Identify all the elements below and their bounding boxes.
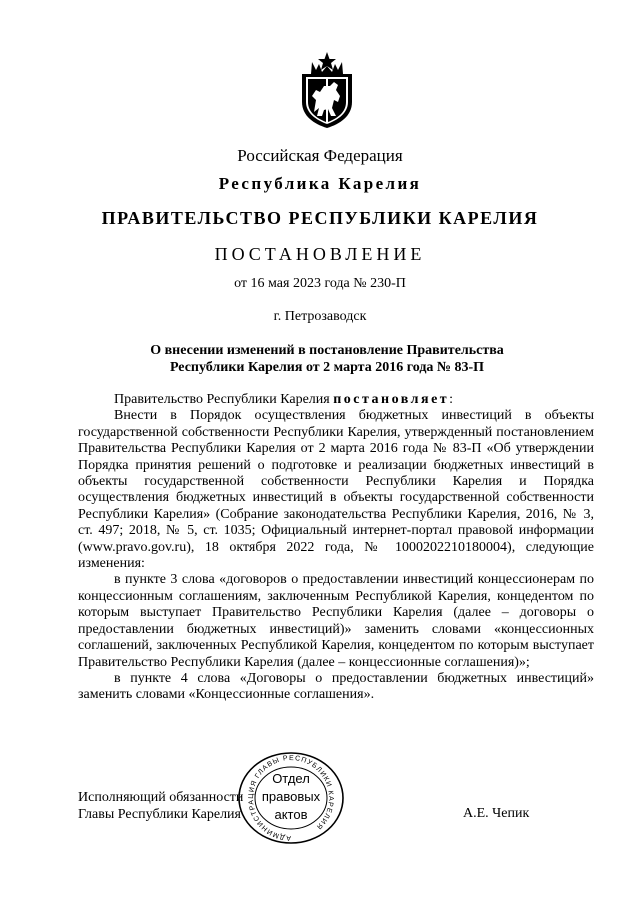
stamp-line3: актов — [274, 807, 308, 822]
signatory-position-line2: Главы Республики Карелия — [78, 807, 241, 822]
intro-paragraph — [78, 392, 594, 408]
document-body — [78, 392, 594, 704]
stamp-ring-text: АДМИНИСТРАЦИЯ ГЛАВЫ РЕСПУБЛИКИ КАРЕЛИЯ — [247, 754, 335, 842]
karelia-coat-of-arms-icon — [296, 52, 358, 128]
stamp-line1: Отдел — [272, 771, 310, 786]
signatory-position — [78, 789, 243, 823]
signatory-position-line1: Исполняющий обязанности — [78, 790, 244, 805]
body-paragraph-3: в пункте 4 слова «Договоры о предоставлении бюджетных инвестиций» заменить словами «Концессионные соглашения». — [78, 670, 594, 703]
country-name: Российская Федерация — [237, 146, 403, 165]
body-paragraph-1: Внести в Порядок осуществления бюджетных инвестиций в объекты государственной собственности Республики Карелия, утвержденный постановлением Правительства Республики Карелия от 2 марта 2016 года № 83-П «Об утверждении Порядка принятия решений о подготовке и реализации бюджетных инвестиций в объекты государственной собственности Республики Карелия и Порядка осуществления бюджетных инвестиций в объекты государственной собственности Республики Карелия» (Собрание законодательства Республики Карелия, 2016, № 3, ст. 497; 2018, № 5, ст. 1035; Официальный интернет-портал правовой информации (www.pravo.gov.ru), 18 октября 2022 года, № 1000202210180004), следующие изменения: — [78, 408, 594, 572]
document-title-line2: Республики Карелия от 2 марта 2016 года № 83-П — [169, 360, 485, 375]
document-type: ПОСТАНОВЛЕНИЕ — [214, 244, 426, 264]
document-city: г. Петрозаводск — [273, 309, 367, 324]
official-stamp — [232, 747, 350, 849]
stamp-line2: правовых — [261, 789, 321, 804]
intro-prefix: Правительство Республики Карелия — [114, 392, 334, 407]
document-title — [80, 342, 574, 376]
signatory-name: А.Е. Чепик — [463, 806, 530, 821]
government-name: ПРАВИТЕЛЬСТВО РЕСПУБЛИКИ КАРЕЛИЯ — [101, 208, 539, 228]
intro-suffix: : — [449, 392, 454, 407]
body-paragraph-2: в пункте 3 слова «договоров о предоставлении инвестиций концессионерам по концессионным соглашениям, заключенным Республикой Карелия, концедентом по которым выступает Правительство Республики Карелия (далее – договоры о предоставлении бюджетных инвестиций)» заменить словами «концессионных соглашений, заключенных Республикой Карелия, концедентом по которым выступает Правительство Республики Карелия (далее – концессионные соглашения)»; — [78, 572, 594, 670]
intro-verb: постановляет — [333, 392, 450, 407]
republic-name: Республика Карелия — [218, 174, 422, 193]
document-date-number: от 16 мая 2023 года № 230-П — [234, 276, 406, 291]
document-title-line1: О внесении изменений в постановление Правительства — [150, 343, 504, 358]
